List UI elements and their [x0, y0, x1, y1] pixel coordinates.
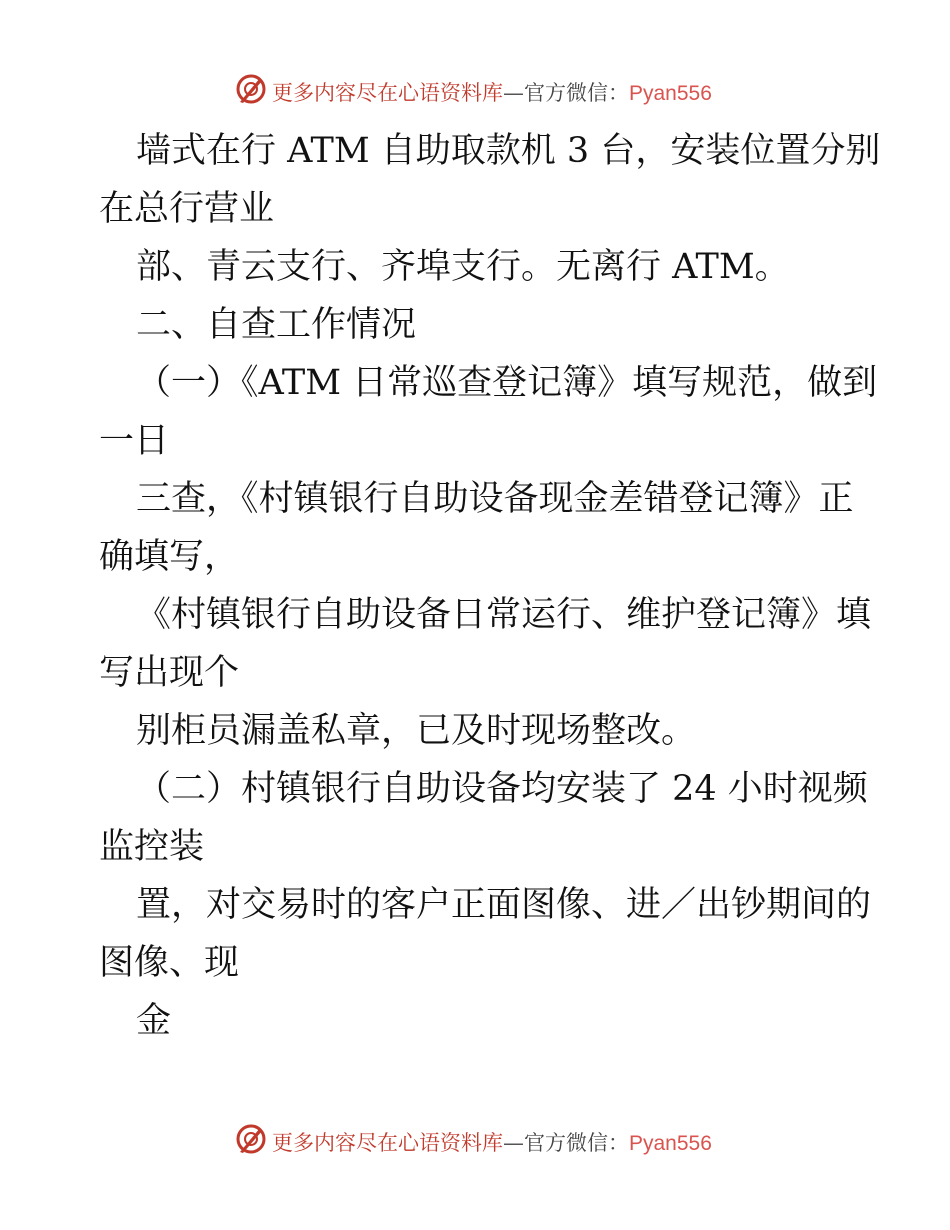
banner-wechat-id: Pyan556 — [629, 1132, 712, 1155]
text-line: 确填写， — [99, 537, 240, 577]
text-line: 金 — [136, 1001, 172, 1041]
document-body — [99, 122, 881, 1050]
text-line: 在总行营业 — [99, 189, 275, 229]
quill-logo-icon — [234, 72, 268, 106]
text-line: 图像、现 — [99, 943, 240, 983]
banner-wechat-label: 官方微信： — [524, 81, 629, 105]
banner-title: 更多内容尽在心语资料库 — [272, 81, 503, 105]
text-line: 墙式在行 ATM 自助取款机 3 台，安装位置分别 — [136, 131, 881, 171]
banner-wechat-label: 官方微信： — [524, 1131, 629, 1155]
banner-text — [272, 1127, 712, 1157]
text-line: 监控装 — [99, 827, 205, 867]
text-line: 一日 — [99, 421, 170, 461]
text-line: 置，对交易时的客户正面图像、进／出钞期间的 — [136, 885, 872, 925]
text-line: 三查，《村镇银行自助设备现金差错登记簿》正 — [136, 479, 854, 519]
text-line: 部、青云支行、齐埠支行。无离行 ATM。 — [136, 247, 790, 287]
banner-title: 更多内容尽在心语资料库 — [272, 1131, 503, 1155]
banner-separator: — — [503, 81, 524, 105]
text-line: （二）村镇银行自助设备均安装了 24 小时视频 — [136, 769, 868, 809]
banner-wechat-id: Pyan556 — [629, 82, 712, 105]
text-line: 《村镇银行自助设备日常运行、维护登记簿》填 — [136, 595, 872, 635]
banner-separator: — — [503, 1131, 524, 1155]
footer-watermark-banner — [0, 1120, 950, 1160]
quill-logo-icon — [234, 1122, 268, 1156]
section-heading: 二、自查工作情况 — [136, 305, 417, 345]
banner-text — [272, 77, 712, 107]
header-watermark-banner — [0, 70, 950, 110]
text-line: 别柜员漏盖私章，已及时现场整改。 — [136, 711, 697, 751]
text-line: （一）《ATM 日常巡查登记簿》填写规范，做到 — [136, 363, 878, 403]
text-line: 写出现个 — [99, 653, 240, 693]
